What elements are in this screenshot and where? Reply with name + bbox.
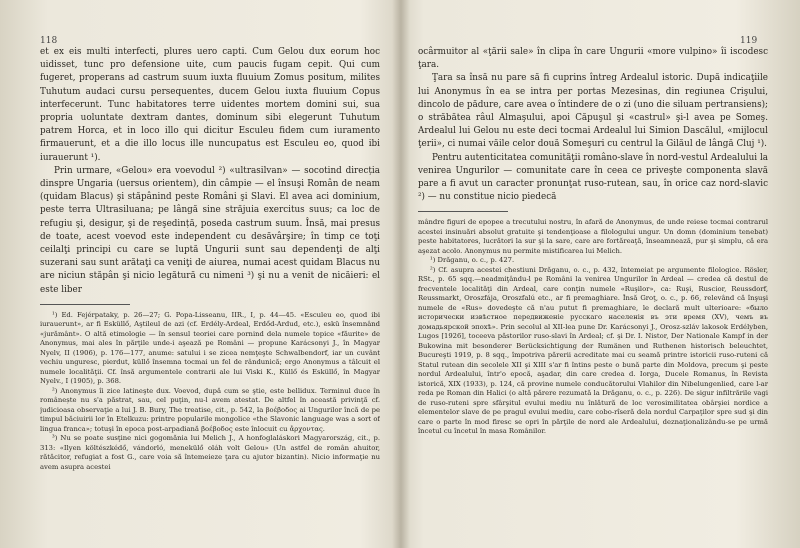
- right-footnotes: [418, 218, 768, 437]
- left-footnote-1: ¹) Ed. Fejérpataky, p. 26—27; G. Popa-Lisseanu, IIR., I, p. 44—45. «Esculeu eo, quod ibi iurauerunt», ar fi Esküllő, Aştileul de azi (cf. Erdély-Ardeal, Erdőd-Ardud, etc.), eskü însemnând «jurământ». O altă etimologie — în sensul teoriei care pornind dela numele topice «făurite» de Anonymus, mai ales în părţile unde-i aşează pe Români — propune Karácsonyi J., în Magyar Nyelv, II (1906), p. 176—177, anume: satului i se zicea nemţeşte Schwalbendorf, iar un cuvânt vechiu unguresc, pierdut, küllő însemna tocmai un fel de rândunică; ergo Anonymus a tâlcuit el numele localităţii. Cf. însă argumentele contrarii ale lui Viski K., Küllő és Esküllő, în Magyar Nyelv., I (1905), p. 368.: [40, 310, 380, 386]
- book-gutter: [392, 0, 410, 548]
- right-footnote-rule: [418, 211, 508, 212]
- right-paragraph-2: Ţara sa însă nu pare să fi cuprins întreg Ardealul istoric. După indicaţiile lui Anonymus în ea se intra per portas Mezesinas, din regiunea Crişului, dincolo de pădure, care avea o întindere de o zi (uno die siluam pertransiens); o străbătea râul Almaşului, apoi Căpuşul şi «castrul» şi-l avea pe Someş. Ardealul lui Gelou nu este deci tocmai Ardealul lui Simion Dascălul, «mijlocul ţerii», ci numai văile celor două Someşuri cu centrul la Gilăul de lângă Cluj ¹).: [418, 73, 768, 150]
- right-page-body: [418, 46, 768, 204]
- left-page-body: [40, 46, 380, 297]
- left-footnote-3: ³) Nu se poate susţine nici gogomănia lui Melich J., A honfoglaláskori Magyarország, cit., p. 313: «Ilyen költészkédő, vándorló, menekülő oláh volt Gelou» (Un astfel de român ahuitor, rătăcitor, refugiat a fost G., care voia să întemeieze ţara cu ajutor bizantin). Nicio informaţie nu avem asupra acestei: [40, 434, 380, 471]
- right-footnote-1: ¹) Drăganu, o. c., p. 427.: [430, 256, 515, 265]
- left-paragraph-2: Prin urmare, «Gelou» era voevodul ²) «ultrasilvan» — socotind direcția dinspre Ungaria (uersus orientem), din câmpie — el însuşi Român de neam (quidam Blacus) şi stăpânind peste Români şi Slavi. El avea aci dominium, peste terra Ultrasiluana; pe lângă sine străjuia exercitus suus; ca loc de refugiu şi, desigur, şi de reşedință, poseda castrum suum. Însă, mai presus de toate, acest voevod este independent cu desăvârşire; în timp ce toţi ceilalţi principi cu care se luptă Ungurii sunt sau dependenţi de alţi suzerani sau sunt arătaţi ca veniţi de aiurea, numai acest quidam Blacus nu are niciun stăpân şi nicio legătură cu nimeni ³) şi nu a venit de nicăieri: el este liber: [40, 165, 380, 295]
- left-footnote-rule: [40, 304, 130, 305]
- right-footnote-continuation: mândre figuri de epopee a trecutului nostru, în afară de Anonymus, de unde reiese tocmai contrarul acestei insinuări absolut gratuite şi tendenţioase a filologului ungur. Un domn (dominium tenebat) peste habitatores, lucrători la sur şi la sare, care are fortăreaţă, înseamnează, pur şi simplu, că era aşezat acolo. Anonymus nu permite mistificarea lui Melich.: [418, 218, 768, 255]
- right-paragraph-3: Pentru autenticitatea comunităţii româno-slave în nord-vestul Ardealului la venirea Ungurilor — comunitate care în ceea ce priveşte componenta slavă pare a fi avut un caracter pronunţat ruso-rutean, sau, în orice caz nord-slavic ²) — nu constitue nicio piedecă: [418, 152, 768, 203]
- left-footnote-2: ²) Anonymus îi zice latineşte dux. Voevod, după cum se ştie, este bellidux. Terminul duce în românește nu s'a păstrat, sau, cel puţin, nu-l avem atestat. De altfel în această privinţă cf. judicioasa observaţie a lui J. B. Bury, The treatise, cit., p. 542, la βοέβοδος ai Ungurilor încă de pe timpul băciuirii lor în Etelkuzu: printre popularile mongolice «the Slavonic language was a sort of lingua franca»; totuşi în epoca post-arpadiană βοέβοδος este înlocuit cu ἄρχοντας.: [40, 386, 380, 433]
- right-page: [418, 46, 768, 437]
- right-page-number: 119: [740, 36, 758, 46]
- right-footnote-2: ²) Cf. asupra acestei chestiuni Drăganu, o. c., p. 432, întemeiat pe argumente filologice. Rösler, RSt., p. 65 sqq.—neadmiţându-l pe Români la venirea Ungurilor în Ardeal — credea că destul de frecventele localităţi din Ardeal, care conţin numele «Ruşilor», ca: Ruşi, Ruscior, Reussdorf, Reussmarkt, Oroszfája, Oroszfalú etc., ar fi premaghiare. Însă Groţ, o. c., p. 66, relevând că înşuşi numele de «Rus» dovedeşte că n'au putut fi premaghiare, le declară mult ulterioare: «было исторически извѣстное передвиженіе русскаго населенія въ эти время (XV), чемъ въ домадьярской эпохѣ». Prin secolul al XII-lea pune Dr. Karácsonyi J., Orosz-szláv lakosok Erdélyben, Lugos [1926], toceeva păstorilor ruso-slavi în Ardeal; cf. şi Dr. I. Nistor, Der Nationale Kampf in der Bukowina mit besonderer Berücksichtigung der Rumänen und Ruthenen historisch beleuchtet, Bucureşti 1919, p. 8 sqq., împotriva părerii acreditate mai cu seamă printre istoricii ruso-ruteni că Statul rutean din secolele XII şi XIII s'ar fi întins peste o bună parte din Moldova, precum şi peste nordul Ardealului, într'o epocă, aşadar, din care credea d. Iorga, Ducele Romanus, în Revista istorică, XIX (1933), p. 124, că provine numele conducătorului Vlahilor din Nibelungenlied, care l-ar reda pe Roman din Halici (o altă părere rezumată la Drăganu, o. c., p. 226). De sigur infiltrările vagi de ruso-ruteni spre sfârşitul evului mediu nu înlătură de loc verosimilitatea obârşiei nordice a elementelor slave de pe pragul evului mediu, care cobo-rîseră dela nordul Carpaţilor spre sud şi din care o parte în mod firesc se opri în părţile de nord ale Ardealului, deznaţionalizându-se pe urmă încetul cu încetul în masa Românilor.: [418, 265, 768, 436]
- left-page: [40, 46, 380, 472]
- left-footnotes: [40, 311, 380, 473]
- right-paragraph-1: ocârmuitor al «ţării sale» în clipa în care Ungurii «more vulpino» îi iscodesc ţara.: [418, 47, 768, 71]
- left-paragraph-1: et ex eis multi interfecti, plures uero capti. Cum Gelou dux eorum hoc uidisset, tunc pro defensione uite, cum paucis fugam cepit. Qui cum fugeret, properans ad castrum suum iuxta fluuium Zomus positum, milites Tuhutum audaci cursu persequentes, ducem Gelou iuxta fluuium Copus interfecerunt. Tunc habitatores terre uidentes mortem domini sui, sua propria uoluntate dextram dantes, dominum sibi elegerunt Tuhutum patrem Horca, et in loco illo qui dicitur Esculeu fidem cum iuramento firmauerunt, et a die illo locus ille nuncupatus est Esculeu eo, quod ibi iurauerunt ¹).: [40, 47, 380, 163]
- left-page-number: 118: [40, 36, 58, 46]
